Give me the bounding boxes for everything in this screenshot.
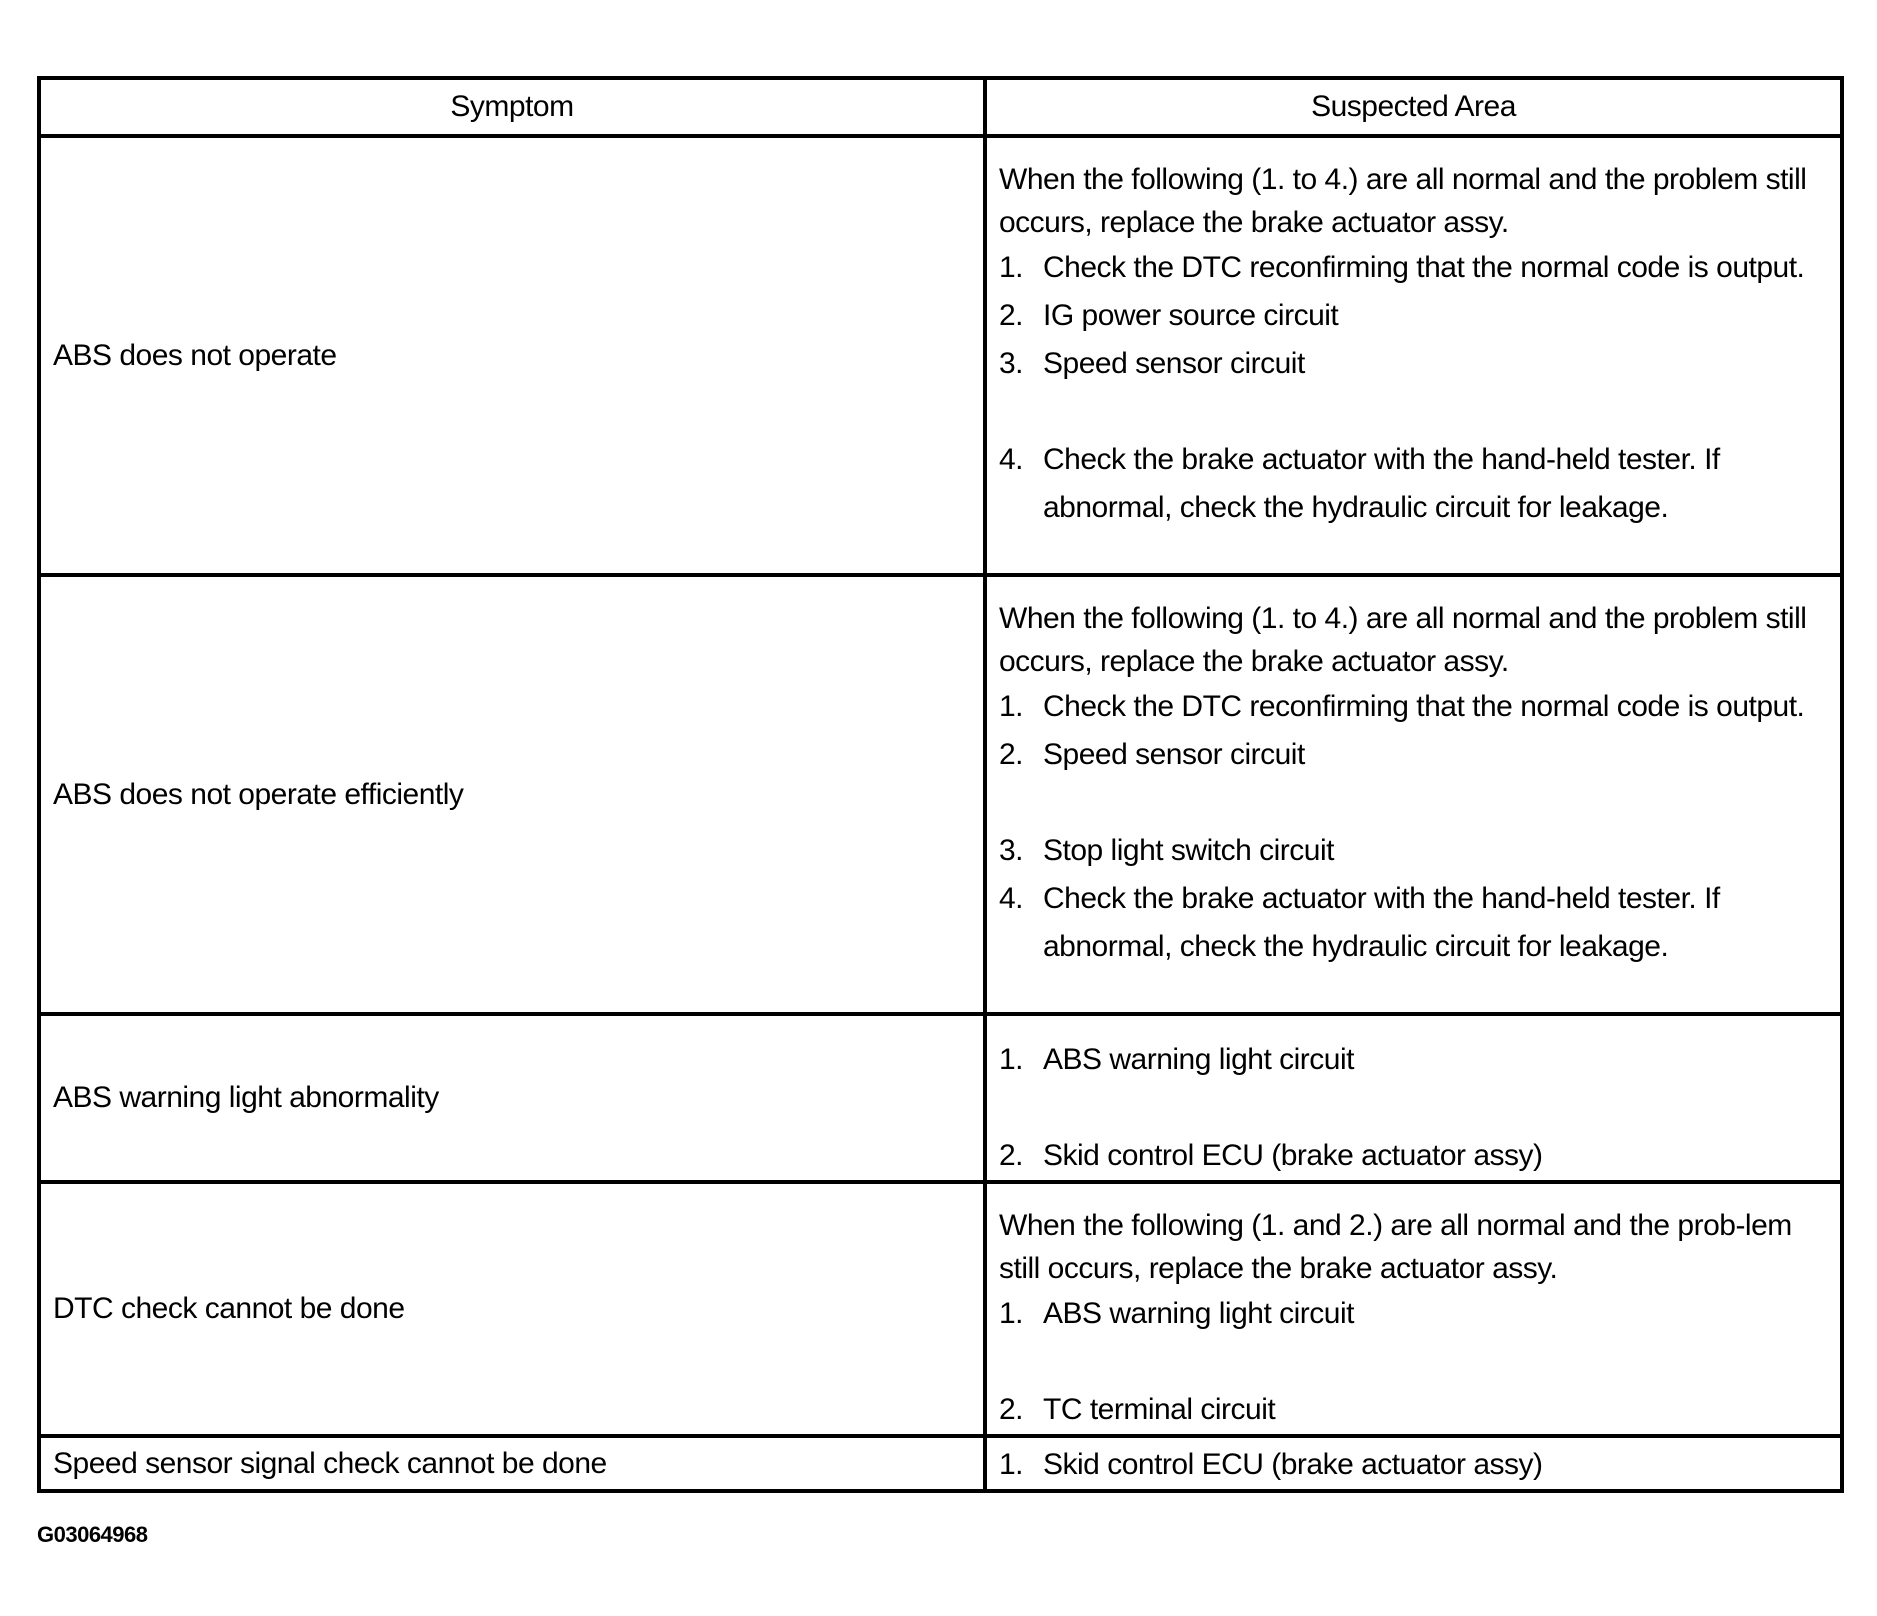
intro-text: When the following (1. to 4.) are all normal and the problem still occurs, replace the brake actuator assy. — [999, 602, 1807, 678]
table-row — [39, 575, 1842, 1014]
list-item — [999, 875, 1828, 971]
item-text: Skid control ECU (brake actuator assy) — [1043, 1447, 1543, 1481]
table-header-row — [39, 78, 1842, 136]
item-text: Check the DTC reconfirming that the normal code is output. — [1043, 690, 1805, 723]
item-number: 4. — [999, 443, 1024, 476]
suspected-area-cell — [985, 1182, 1842, 1436]
item-number: 1. — [999, 690, 1024, 723]
symptom-cell: ABS does not operate — [39, 136, 985, 575]
item-text: Speed sensor circuit — [1043, 738, 1305, 771]
suspected-area-cell — [985, 575, 1842, 1014]
item-number: 2. — [999, 1393, 1024, 1426]
list-item — [999, 436, 1828, 532]
table-row — [39, 1436, 1842, 1491]
troubleshooting-sheet — [37, 76, 1840, 1493]
list-item — [999, 827, 1828, 875]
symptom-cell: ABS warning light abnormality — [39, 1014, 985, 1182]
figure-id-label: G03064968 — [37, 1522, 148, 1547]
item-number: 1. — [999, 1447, 1024, 1481]
list-item — [999, 683, 1828, 731]
item-text: ABS warning light circuit — [1043, 1297, 1354, 1330]
symptom-cell: DTC check cannot be done — [39, 1182, 985, 1436]
list-item — [999, 340, 1828, 388]
item-number: 4. — [999, 882, 1024, 915]
list-item — [999, 292, 1828, 340]
item-number: 1. — [999, 251, 1024, 284]
suspected-area-cell — [985, 1436, 1842, 1491]
item-text: Check the DTC reconfirming that the normal code is output. — [1043, 251, 1805, 284]
item-text: Speed sensor circuit — [1043, 347, 1305, 380]
item-text: Stop light switch circuit — [1043, 834, 1334, 867]
list-item — [999, 1132, 1828, 1180]
item-number: 1. — [999, 1043, 1024, 1076]
spacer — [999, 388, 1828, 436]
symptom-cell: Speed sensor signal check cannot be done — [39, 1436, 985, 1491]
spacer — [999, 779, 1828, 827]
list-item — [999, 1386, 1828, 1434]
list-item — [999, 731, 1828, 779]
table-row — [39, 1014, 1842, 1182]
header-suspected-area: Suspected Area — [985, 78, 1842, 136]
item-number: 2. — [999, 1139, 1024, 1172]
list-item — [999, 244, 1828, 292]
header-symptom: Symptom — [39, 78, 985, 136]
item-text: Check the brake actuator with the hand-held tester. If abnormal, check the hydraulic circuit for leakage. — [1043, 882, 1720, 963]
item-text: Skid control ECU (brake actuator assy) — [1043, 1139, 1543, 1172]
intro-text: When the following (1. and 2.) are all normal and the prob-lem still occurs, replace the brake actuator assy. — [999, 1209, 1792, 1285]
spacer — [999, 1084, 1828, 1132]
item-text: TC terminal circuit — [1043, 1393, 1276, 1426]
item-number: 2. — [999, 299, 1024, 332]
table-row — [39, 1182, 1842, 1436]
suspected-area-cell — [985, 1014, 1842, 1182]
symptom-cell: ABS does not operate efficiently — [39, 575, 985, 1014]
spacer — [999, 1338, 1828, 1386]
item-number: 2. — [999, 738, 1024, 771]
suspected-area-cell — [985, 136, 1842, 575]
item-text: Check the brake actuator with the hand-held tester. If abnormal, check the hydraulic circuit for leakage. — [1043, 443, 1720, 524]
intro-text: When the following (1. to 4.) are all normal and the problem still occurs, replace the brake actuator assy. — [999, 163, 1807, 239]
problem-symptoms-table — [37, 76, 1844, 1493]
list-item — [999, 1036, 1828, 1084]
item-text: ABS warning light circuit — [1043, 1043, 1354, 1076]
item-text: IG power source circuit — [1043, 299, 1339, 332]
list-item — [999, 1441, 1828, 1489]
list-item — [999, 1290, 1828, 1338]
item-number: 1. — [999, 1297, 1024, 1330]
item-number: 3. — [999, 347, 1024, 380]
item-number: 3. — [999, 834, 1024, 867]
table-row — [39, 136, 1842, 575]
